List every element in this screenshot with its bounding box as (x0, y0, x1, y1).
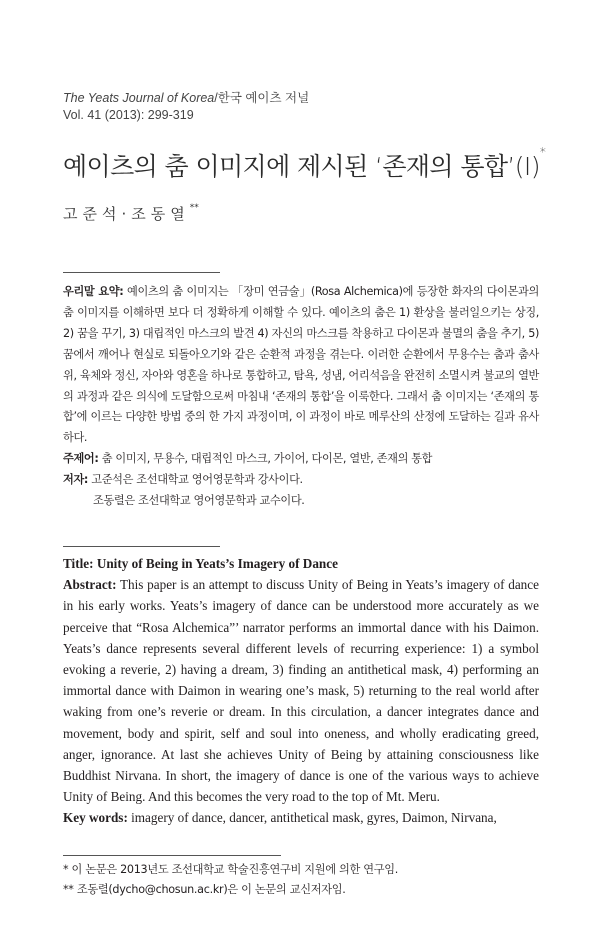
paper-authors (63, 203, 199, 224)
korean-keywords-label: 주제어: (63, 452, 99, 466)
english-keywords-text: imagery of dance, dancer, antithetical mask, gyres, Daimon, Nirvana, (127, 810, 497, 826)
title-footnote-mark: * (539, 145, 546, 159)
korean-authors (63, 470, 539, 491)
english-abstract-rule (63, 546, 220, 547)
korean-abstract-rule (63, 272, 220, 273)
authors-text: 고준석·조동열 (63, 205, 190, 223)
journal-name-ko: /한국 예이츠 저널 (214, 91, 310, 105)
korean-author-1: 고준석은 조선대학교 영어영문학과 강사이다. (88, 473, 303, 487)
english-abstract-body (63, 574, 539, 807)
journal-name (63, 90, 309, 107)
korean-abstract-label: 우리말 요약: (63, 285, 124, 298)
paper-title (63, 147, 545, 183)
english-keywords-label: Key words: (63, 810, 128, 826)
journal-name-en: The Yeats Journal of Korea (63, 91, 215, 105)
korean-abstract-text: 예이츠의 춤 이미지는 「장미 연금술」(Rosa Alchemica)에 등장한 화자의 다이몬과의 춤 이미지를 이해하면 보다 더 정확하게 이해할 수 있다. 예이츠의 춤은 1) 환상을 불러일으키는 상징, 2) 꿈을 꾸기, 3) 대립적인 마스크의 발견 4) 자신의 마스크를 착용하고 다이몬과 불멸의 춤을 추기, 5) 꿈에서 깨어나 현실로 되돌아오기와 같은 순환적 과정을 겪는다. 이러한 순환에서 무용수는 춤과 춤사위, 육체와 정신, 자아와 영혼을 하나로 통합하고, 탐욕, 성냄, 어리석음을 완전히 소멸시켜 불교의 열반의 과정과 같은 의식에 도달함으로써 마침내 ‘존재의 통합’을 이룩한다. 그래서 춤 이미지는 ‘존재의 통합’에 이르는 다양한 방법 중의 한 가지 과정이며, 이 과정이 바로 메루산의 산정에 도달하는 길과 유사하다. (63, 285, 539, 445)
footnote-rule (63, 855, 281, 856)
english-abstract-label: Abstract: (63, 577, 117, 593)
paper-title-text: 예이츠의 춤 이미지에 제시된 ‘존재의 통합’(I) (63, 152, 540, 181)
footnote-2: ** 조동렬(dycho@chosun.ac.kr)은 이 논문의 교신저자임. (63, 883, 346, 896)
korean-abstract (63, 282, 539, 512)
journal-volume: Vol. 41 (2013): 299-319 (63, 108, 194, 122)
journal-header (63, 90, 309, 124)
korean-authors-label: 저자: (63, 473, 89, 487)
english-title: Title: Unity of Being in Yeats’s Imagery of Dance (63, 556, 338, 571)
footnotes (63, 860, 539, 900)
footnote-1: * 이 논문은 2013년도 조선대학교 학술진흥연구비 지원에 의한 연구임. (63, 863, 399, 876)
english-abstract-text: This paper is an attempt to discuss Unity of Being in Yeats’s imagery of dance in his early works. Yeats’s imagery of dance can be understood more accurately as we perceive that “Rosa Alchemica”’ narrator performs an immortal dance with his Daimon. Yeats’s dance represents several different levels of recurring experience: 1) a symbol evoking a reverie, 2) having a dream, 3) finding an antithetical mask, 4) performing an immortal dance with Daimon in wearing one’s mask, 5) returning to the real world after waking from one’s reverie or dream. In this circulation, a dancer integrates dance and movement, body and spirit, self and soul into oneness, and wholly eradicating greed, anger, ignorance. At last she achieves Unity of Being by attaining consciousness like Buddhist Nirvana. In short, the imagery of dance is one of the various ways to achieve Unity of Being. And this becomes the very road to the top of Mt. Meru. (63, 577, 539, 805)
korean-keywords-text: 춤 이미지, 무용수, 대립적인 마스크, 가이어, 다이몬, 열반, 존재의 통합 (98, 452, 433, 466)
korean-author-2: 조동렬은 조선대학교 영어영문학과 교수이다. (93, 494, 305, 508)
korean-abstract-body (63, 282, 539, 449)
english-keywords (63, 807, 539, 828)
korean-keywords (63, 449, 539, 470)
authors-footnote-mark: ** (189, 203, 199, 213)
english-abstract (63, 553, 539, 829)
